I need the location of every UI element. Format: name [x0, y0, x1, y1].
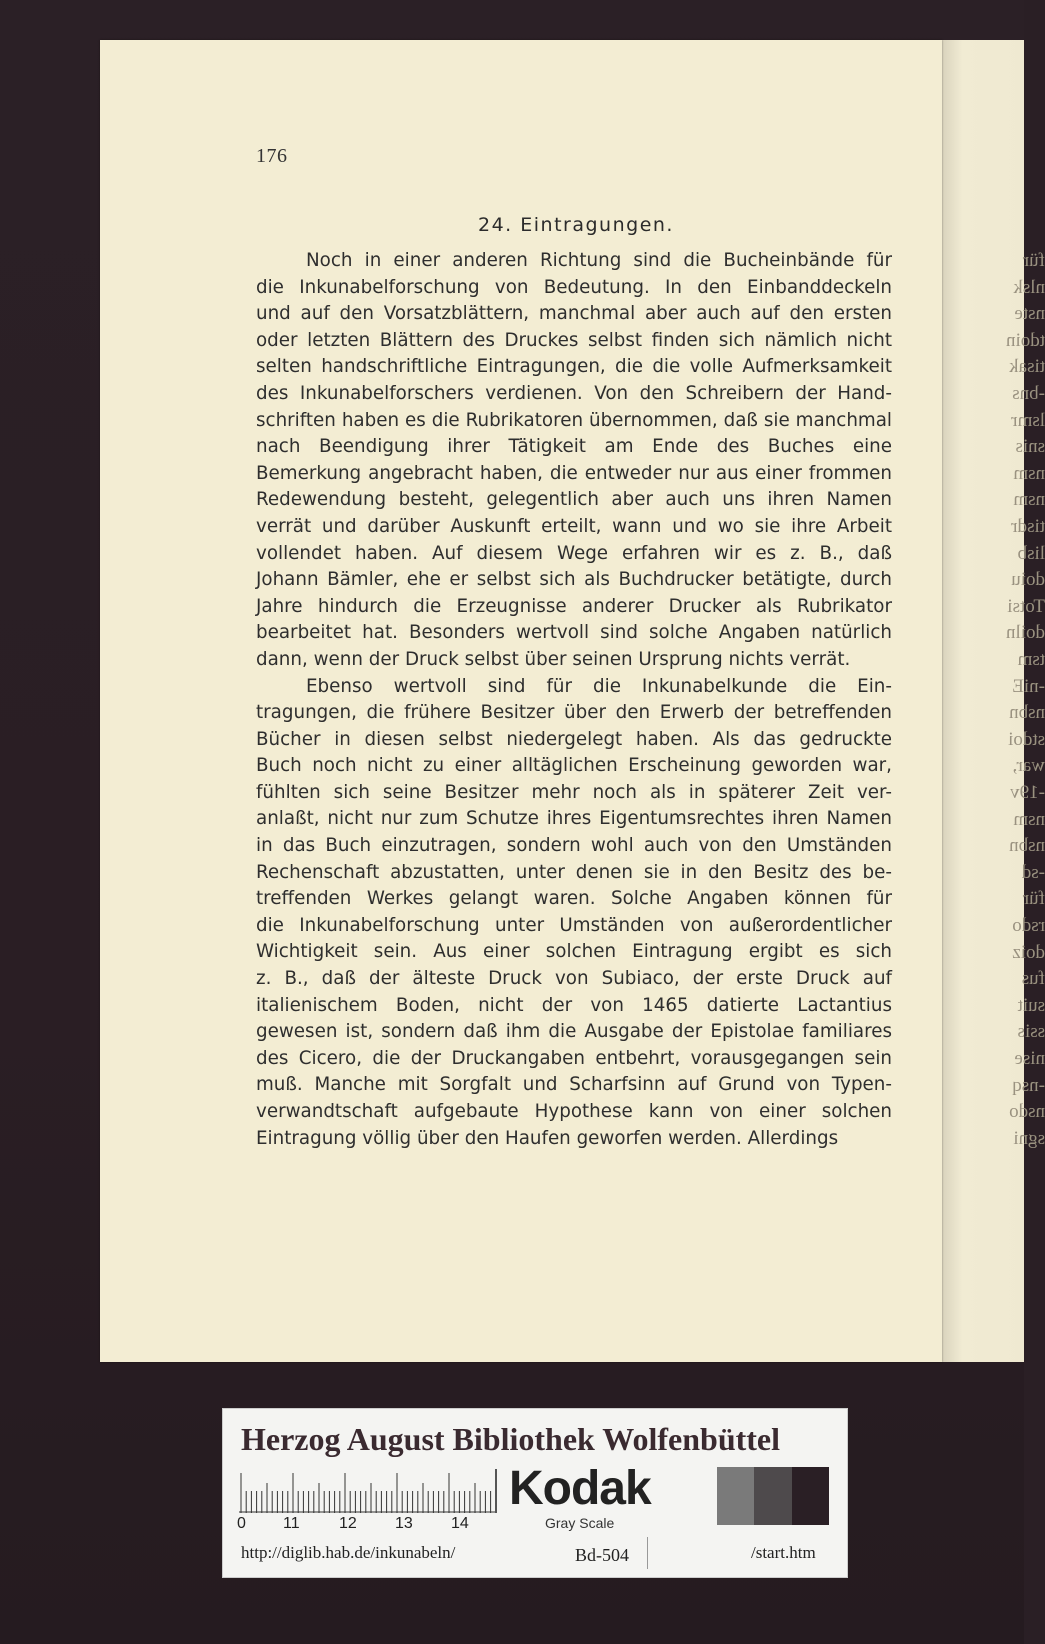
text-line: des Cicero, die der Druckangaben entbehrt, vorausgegangen sein [256, 1047, 892, 1069]
bleed-through-text: doiu [1011, 569, 1045, 591]
bleed-through-text: nsm [1013, 808, 1045, 830]
text-line: verrät und darüber Auskunft erteilt, wann und wo sie ihre Arbeit [256, 515, 892, 537]
library-url: http://diglib.hab.de/inkunabeln/ [241, 1543, 456, 1562]
text-line: vollendet haben. Auf diesem Wege erfahren wir es z. B., daß [256, 542, 892, 564]
ruler-number: 13 [395, 1515, 413, 1532]
start-path: /start.htm [751, 1543, 816, 1562]
bleed-through-text: sgni [1013, 1127, 1045, 1149]
bleed-through-text: tdoin [1005, 329, 1045, 351]
shelfmark: Bd-504 [575, 1545, 629, 1565]
page-number: 176 [256, 145, 288, 167]
ruler-number: 12 [339, 1515, 357, 1532]
text-line: treffenden Werkes gelangt waren. Solche Angaben können für [256, 888, 892, 910]
text-line: bearbeitet hat. Besonders wertvoll sind solche Angaben natürlich [256, 622, 892, 644]
ruler-number: 0 [237, 1515, 246, 1532]
text-line: Ebenso wertvoll sind für die Inkunabelkunde die Ein- [306, 675, 892, 697]
text-line: gewesen ist, sondern daß ihm die Ausgabe der Epistolae familiares [256, 1021, 892, 1043]
text-line: verwandtschaft aufgebaute Hypothese kann von einer solchen [256, 1101, 892, 1122]
text-line: Noch in einer anderen Richtung sind die Bucheinbände für [306, 250, 892, 271]
bleed-through-text: stdoi [1008, 728, 1045, 750]
bleed-through-text: nsm [1013, 462, 1045, 484]
bleed-through-text: ssis [1017, 1021, 1045, 1043]
text-line: schriften haben es die Rubrikatoren übernommen, daß sie manchmal [256, 409, 892, 431]
bleed-through-text: nsbn [1009, 835, 1045, 857]
bleed-through-text: tisak [1009, 356, 1045, 378]
bleed-through-text: -sd [1021, 861, 1045, 883]
kodak-logo: Kodak [509, 1462, 651, 1515]
bleed-through-text: nsm [1013, 489, 1045, 511]
bleed-through-text: Totsi [1007, 595, 1045, 617]
text-line: die Inkunabelforschung unter Umständen von außerordentlicher [256, 914, 892, 936]
text-line: die Inkunabelforschung von Bedeutung. In den Einbanddeckeln [256, 276, 892, 298]
library-title: Herzog August Bibliothek Wolfenbüttel [241, 1421, 781, 1457]
text-line: anlaßt, nicht nur zum Schutze ihres Eigentumsrechtes ihren Namen [256, 808, 892, 830]
bleed-through-text: nsdo [1009, 1101, 1045, 1123]
bleed-through-text: lsmr [1011, 409, 1045, 431]
bleed-through-text: nste [1014, 303, 1045, 325]
bleed-through-text: nise [1014, 1048, 1045, 1069]
bleed-through-text: doiz [1012, 941, 1045, 963]
text-line: und auf den Vorsatzblättern, manchmal aber auch auf den ersten [256, 303, 892, 325]
text-line: Bücher in diesen selbst niedergelegt haben. Als das gedruckte [256, 728, 892, 750]
bleed-through-text: nsbn [1009, 702, 1045, 724]
ruler-number: 14 [451, 1515, 469, 1532]
text-line: Buch noch nicht zu einer alltäglichen Erscheinung geworden war, [256, 755, 892, 777]
bleed-through-text: tisdr [1011, 516, 1045, 537]
bleed-through-text: -niE [1012, 675, 1045, 697]
bleed-through-text: lisb [1017, 542, 1045, 564]
bleed-through-text: für [1022, 888, 1045, 910]
bleed-through-text: -19v [1010, 782, 1045, 803]
bleed-through-text: war, [1012, 755, 1045, 777]
text-line: in das Buch einzutragen, sondern wohl auch von den Umständen [256, 835, 892, 857]
text-line: Bemerkung angebracht haben, die entweder nur aus einer frommen [256, 462, 892, 484]
library-color-card [222, 1408, 848, 1578]
bleed-through-text: -bns [1012, 383, 1045, 404]
gray-patch [754, 1467, 791, 1525]
section-heading: 24. Eintragungen. [478, 214, 674, 236]
text-line: selten handschriftliche Eintragungen, die die volle Aufmerksamkeit [256, 356, 892, 378]
text-line: Eintragung völlig über den Haufen geworfen werden. Allerdings [256, 1127, 839, 1149]
gray-patch [717, 1467, 754, 1525]
bleed-through-text: tsm [1017, 649, 1045, 670]
text-line: dann, wenn der Druck selbst über seinen Ursprung nichts verrät. [256, 648, 851, 670]
bleed-through-text: fus [1021, 968, 1045, 990]
text-line: fühlten sich seine Besitzer mehr noch als in späterer Zeit ver- [256, 781, 892, 803]
text-line: z. B., daß der älteste Druck von Subiaco, der erste Druck auf [256, 968, 892, 990]
body-text [256, 248, 892, 1152]
gray-patch [792, 1467, 829, 1525]
bleed-through-text: -nsq [1012, 1074, 1045, 1096]
text-line: Johann Bämler, ehe er selbst sich als Buchdrucker betätigte, durch [256, 569, 892, 591]
text-line: muß. Manche mit Sorgfalt und Scharfsinn auf Grund von Typen- [256, 1074, 892, 1096]
text-line: Jahre hindurch die Erzeugnisse anderer Drucker als Rubrikator [256, 595, 892, 617]
bleed-through-text: nlsk [1013, 276, 1045, 298]
bleed-through-text: suit [1017, 994, 1045, 1016]
text-line: des Inkunabelforschers verdienen. Von den Schreibern der Hand- [256, 382, 892, 404]
scale-ruler [239, 1469, 497, 1513]
text-line: tragungen, die frühere Besitzer über den Erwerb der betreffenden [256, 702, 892, 724]
adjacent-page-edge [942, 40, 1045, 1362]
text-line: oder letzten Blättern des Druckes selbst finden sich nämlich nicht [256, 329, 892, 351]
ruler-ticks [239, 1469, 495, 1513]
bleed-through-text: rsdo [1012, 915, 1045, 936]
gray-scale-patches [717, 1467, 829, 1525]
bleed-through-text: doiln [1005, 622, 1045, 644]
text-line: Wichtigkeit sein. Aus einer solchen Eintragung ergibt es sich [256, 941, 892, 963]
bleed-through-text: snis [1015, 436, 1045, 458]
bleed-through-text: für [1022, 250, 1045, 271]
card-separator [647, 1537, 648, 1569]
text-line: Redewendung besteht, gelegentlich aber auch uns ihren Namen [256, 489, 892, 511]
ruler-number: 11 [283, 1515, 300, 1532]
text-line: Rechenschaft abzustatten, unter denen sie in den Besitz des be- [256, 861, 892, 883]
text-line: italienischem Boden, nicht der von 1465 datierte Lactantius [256, 994, 892, 1016]
text-line: nach Beendigung ihrer Tätigkeit am Ende des Buches eine [256, 436, 892, 458]
gray-scale-label: Gray Scale [545, 1515, 615, 1531]
